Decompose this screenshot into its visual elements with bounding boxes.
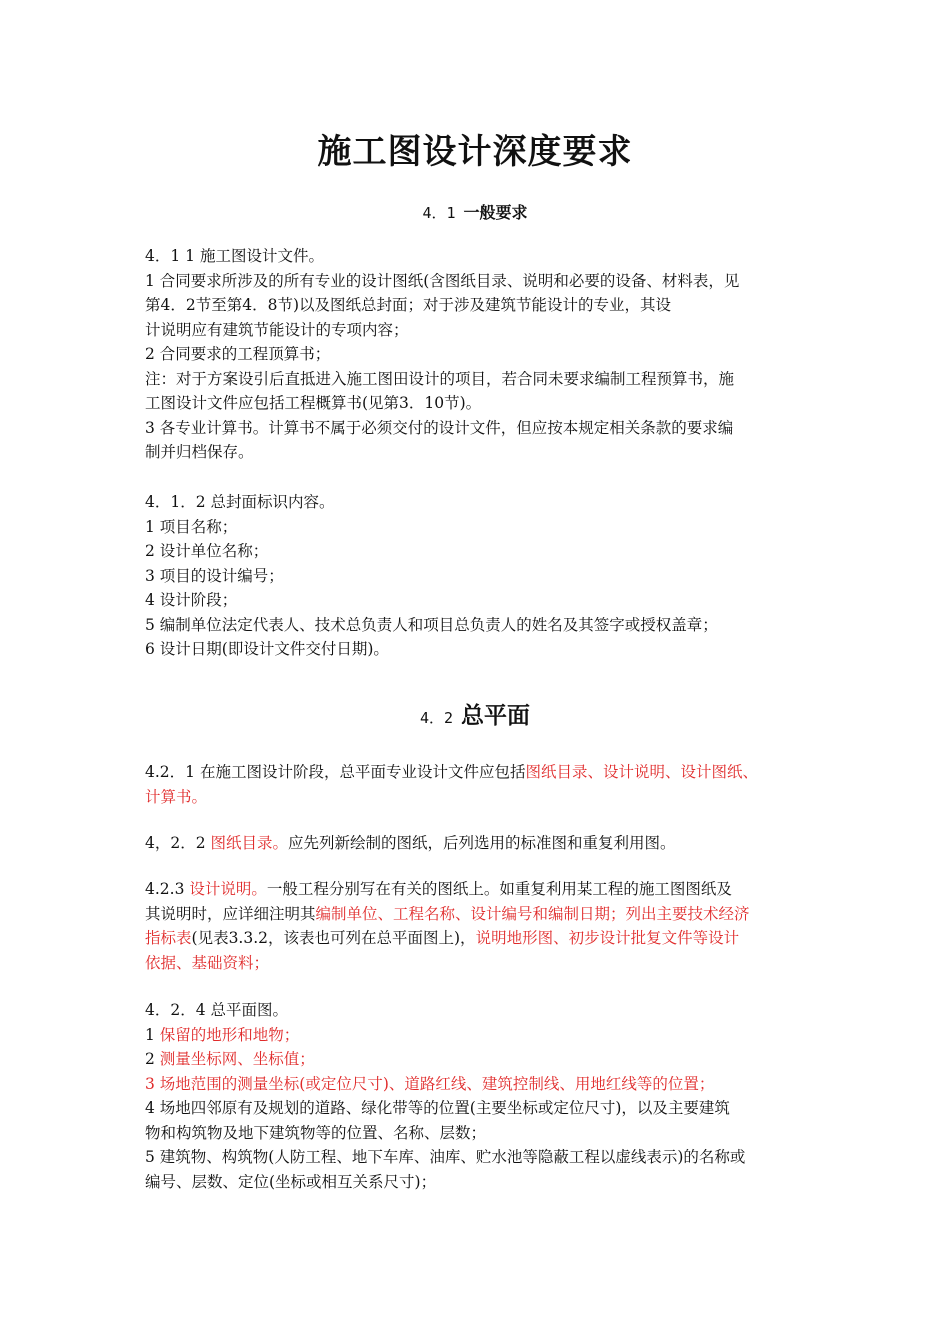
highlighted-text: 测量坐标网、坐标值； bbox=[159, 1050, 315, 1068]
text-line: 工图设计文件应包括工程概算书(见第3．10节)。 bbox=[145, 394, 482, 412]
list-item bbox=[145, 1047, 813, 1072]
text-run: 4.2．1 在施工图设计阶段，总平面专业设计文件应包括 bbox=[145, 763, 526, 781]
list-item bbox=[145, 1023, 813, 1048]
text-line: 4．1．2 总封面标识内容。 bbox=[145, 493, 335, 511]
text-line bbox=[145, 951, 813, 976]
text-line: 6 设计日期(即设计文件交付日期)。 bbox=[145, 640, 389, 658]
highlighted-text: 编制单位、工程名称、设计编号和编制日期；列出主要技术经济 bbox=[315, 904, 750, 923]
list-item: 4 场地四邻原有及规划的道路、绿化带等的位置(主要坐标或定位尺寸)，以及主要建筑 bbox=[145, 1099, 730, 1117]
text-line bbox=[145, 831, 813, 856]
item-number: 2 bbox=[145, 1050, 160, 1068]
text-line bbox=[145, 902, 813, 927]
text-line: 2 合同要求的工程顶算书； bbox=[145, 345, 331, 363]
list-item: 5 建筑物、构筑物(人防工程、地下车库、油库、贮水池等隐蔽工程以虚线表示)的名称或 bbox=[145, 1148, 746, 1166]
paragraph-4-2-4 bbox=[145, 998, 813, 1194]
paragraph-4-2-2 bbox=[145, 831, 813, 856]
text-line: 2 设计单位名称； bbox=[145, 542, 269, 560]
text-line: 制并归档保存。 bbox=[145, 443, 254, 461]
paragraph-4-1-1 bbox=[145, 244, 813, 465]
text-line: 物和构筑物及地下建筑物等的位置、名称、层数； bbox=[145, 1123, 487, 1142]
text-line: 第4．2节至第4．8节)以及图纸总封面；对于涉及建筑节能设计的专业，其设 bbox=[145, 296, 671, 314]
item-number: 3 bbox=[145, 1074, 160, 1093]
section-title: 一般要求 bbox=[463, 203, 528, 222]
document-title: 施工图设计深度要求 bbox=[317, 132, 633, 172]
section-4-2-heading bbox=[145, 697, 805, 730]
section-number: 4．2 bbox=[419, 709, 454, 727]
text-line: 计说明应有建筑节能设计的专项内容； bbox=[145, 320, 409, 339]
highlighted-text: 依据、基础资料； bbox=[145, 953, 270, 972]
highlighted-text: 指标表 bbox=[145, 929, 192, 947]
list-item bbox=[145, 1072, 813, 1097]
section-4-1-heading bbox=[145, 200, 805, 223]
text-run: 4.2.3 bbox=[145, 880, 190, 898]
highlighted-text: 图纸目录、设计说明、设计图纸、 bbox=[525, 763, 758, 781]
text-run: 其说明时，应详细注明其 bbox=[145, 904, 316, 923]
text-line: 注：对于方案设引后直抵进入施工图田设计的项目，若合同未要求编制工程预算书，施 bbox=[145, 369, 735, 388]
text-run: 一般工程分别写在有关的图纸上。如重复利用某工程的施工图图纸及 bbox=[266, 880, 732, 898]
highlighted-text: 设计说明。 bbox=[189, 880, 267, 898]
text-line: 5 编制单位法定代表人、技术总负责人和项目总负责人的姓名及其签字或授权盖章； bbox=[145, 615, 718, 634]
text-line bbox=[145, 877, 813, 902]
highlighted-text: 场地范围的测量坐标(或定位尺寸)、道路红线、建筑控制线、用地红线等的位置； bbox=[159, 1074, 715, 1093]
text-line: 3 各专业计算书。计算书不属于必须交付的设计文件，但应按本规定相关条款的要求编 bbox=[145, 418, 734, 437]
text-run: 4，2．2 bbox=[145, 834, 211, 852]
text-line: 3 项目的设计编号； bbox=[145, 566, 284, 585]
paragraph-4-2-3 bbox=[145, 877, 813, 975]
highlighted-text: 计算书。 bbox=[145, 787, 208, 806]
text-line: 编号、层数、定位(坐标或相互关系尺寸)； bbox=[145, 1172, 437, 1191]
highlighted-text: 保留的地形和地物； bbox=[159, 1025, 300, 1044]
highlighted-text: 图纸目录。 bbox=[210, 834, 289, 852]
paragraph-4-1-2 bbox=[145, 490, 813, 662]
text-line: 4．1 1 施工图设计文件。 bbox=[145, 247, 324, 265]
text-line bbox=[145, 760, 813, 785]
highlighted-text: 说明地形图、初步设计批复文件等设计 bbox=[475, 929, 740, 947]
text-line: 1 项目名称； bbox=[145, 517, 238, 536]
section-title: 总平面 bbox=[461, 703, 531, 729]
section-number: 4．1 bbox=[422, 204, 456, 222]
text-line: 4 设计阶段； bbox=[145, 591, 238, 609]
text-line bbox=[145, 926, 813, 951]
item-number: 1 bbox=[145, 1025, 160, 1044]
text-run: (见表3.3.2，该表也可列在总平面图上)， bbox=[191, 929, 476, 947]
text-run: 应先列新绘制的图纸，后列选用的标准图和重复利用图。 bbox=[288, 834, 676, 852]
text-line: 1 合同要求所涉及的所有专业的设计图纸(含图纸目录、说明和必要的设备、材料表，见 bbox=[145, 271, 740, 290]
text-line: 4．2．4 总平面图。 bbox=[145, 1001, 289, 1019]
paragraph-4-2-1 bbox=[145, 760, 813, 809]
text-line bbox=[145, 785, 813, 810]
